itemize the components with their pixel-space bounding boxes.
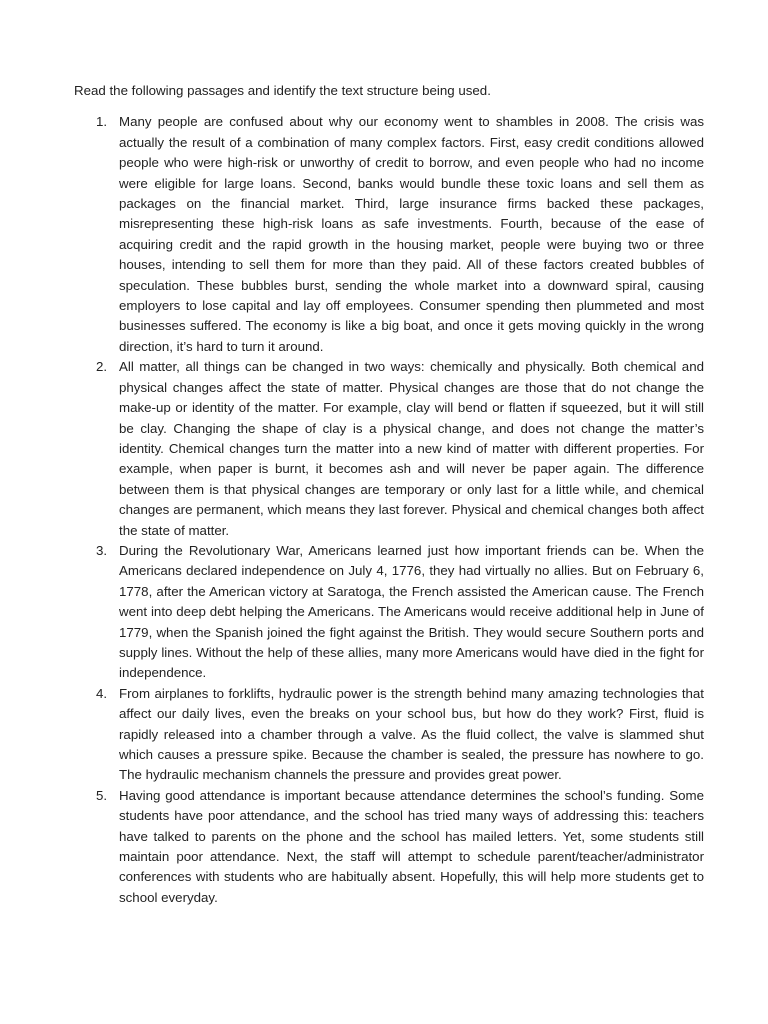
- passage-number: 3.: [96, 542, 108, 558]
- passage-item-3: [74, 541, 704, 684]
- passage-text: All matter, all things can be changed in two ways: chemically and physically. Both chemical and physical changes affect the state of matter. Physical changes are those that do not change the make-up or identity of the matter. For example, clay will bend or flatten if squeezed, but it will still be clay. Changing the shape of clay is a physical change, and does not change the matter’s identity. Chemical changes turn the matter into a new kind of matter with different properties. For example, when paper is burnt, it becomes ash and will never be paper again. The difference between them is that physical changes are temporary or only last for a little while, and chemical changes are permanent, which means they last forever. Physical and chemical changes both affect the state of matter.: [119, 359, 704, 538]
- passage-number: 1.: [96, 114, 108, 130]
- passage-number: 2.: [96, 359, 108, 375]
- passage-item-2: [74, 357, 704, 541]
- passage-number: 4.: [96, 685, 108, 701]
- instructions-text: Read the following passages and identify the text structure being used.: [74, 83, 491, 98]
- passage-text: From airplanes to forklifts, hydraulic power is the strength behind many amazing technologies that affect our daily lives, even the breaks on your school bus, but how do they work? First, fluid is rapidly released into a chamber through a valve. As the fluid collect, the valve is slammed shut which causes a pressure spike. Because the chamber is sealed, the pressure has nowhere to go. The hydraulic mechanism channels the pressure and provides great power.: [119, 685, 704, 783]
- passage-text: During the Revolutionary War, Americans learned just how important friends can be. When the Americans declared independence on July 4, 1776, they had virtually no allies. But on February 6, 1778, after the American victory at Saratoga, the French assisted the American cause. The French went into deep debt helping the Americans. The Americans would receive additional help in June of 1779, when the Spanish joined the fight against the British. They would secure Southern ports and supply lines. Without the help of these allies, many more Americans would have died in the fight for independence.: [119, 542, 704, 681]
- passage-number: 5.: [96, 787, 108, 803]
- passage-text: Many people are confused about why our economy went to shambles in 2008. The crisis was actually the result of a combination of many complex factors. First, easy credit conditions allowed people who were high-risk or unworthy of credit to borrow, and even people who had no income were eligible for large loans. Second, banks would bundle these toxic loans and sell them as packages on the financial market. Third, large insurance firms backed these packages, misrepresenting these high-risk loans as safe investments. Fourth, because of the ease of acquiring credit and the rapid growth in the housing market, people were buying two or three houses, intending to sell them for more than they paid. All of these factors created bubbles of speculation. These bubbles burst, sending the whole market into a downward spiral, causing employers to lose capital and lay off employees. Consumer spending then plummeted and most businesses suffered. The economy is like a big boat, and once it gets moving quickly in the wrong direction, it’s hard to turn it around.: [119, 114, 704, 354]
- passage-list: [74, 112, 704, 908]
- passage-text: Having good attendance is important because attendance determines the school’s funding. Some students have poor attendance, and the school has tried many ways of addressing this: teachers have talked to parents on the phone and the school has mailed letters. Yet, some students still maintain poor attendance. Next, the staff will attempt to schedule parent/teacher/administrator conferences with students who are habitually absent. Hopefully, this will help more students get to school everyday.: [119, 787, 704, 905]
- passage-item-5: [74, 786, 704, 908]
- passage-item-1: [74, 112, 704, 357]
- passage-item-4: [74, 684, 704, 786]
